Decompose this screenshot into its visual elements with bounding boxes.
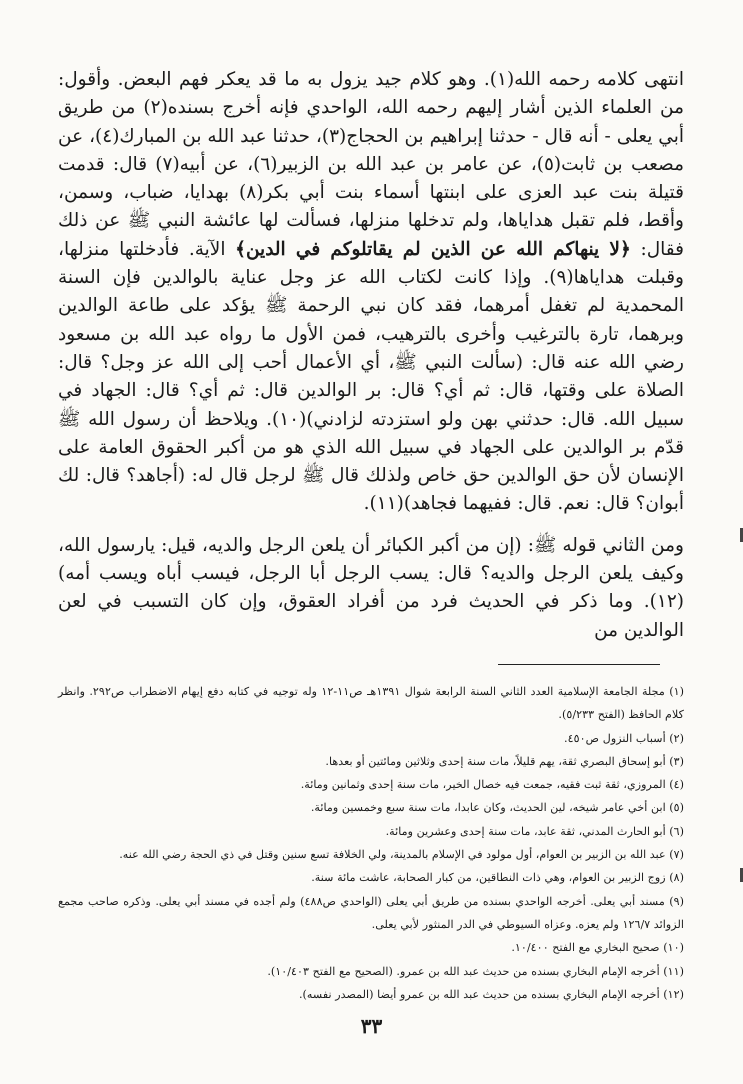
footnote: (٩) مسند أبي يعلى. أخرجه الواحدي بسنده من طريق أبي يعلى (الواحدي ص٤٨٨) ولم أجده في مسند أبي يعلى. وذكره صاحب مجمع الزوائد ١٢٦/٧ ولم يعزه. وعزاه السيوطي في الدر المنثور لأبي يعلى. (58, 894, 684, 931)
footnote: (١٢) أخرجه الإمام البخاري بسنده من حديث عبد الله بن عمرو أيضا (المصدر نفسه). (298, 987, 684, 1001)
paragraph-2: ومن الثاني قوله ﷺ: (إن من أكبر الكبائر أن يلعن الرجل والديه، قيل: يارسول الله، وكيف يلعن الرجل والديه؟ قال: يسب الرجل أبا الرجل، فيسب أباه ويسب أمه)(١٢). وما ذكر في الحديث فرد من أفراد العقوق، وإن كان التسبب في لعن الوالدين من (58, 534, 684, 641)
main-text (58, 66, 684, 645)
footnote: (٨) زوج الزبير بن العوام، وهي ذات النطاقين، من كبار الصحابة، عاشت مائة سنة. (311, 871, 684, 885)
footnote: (٢) أسباب النزول ص٤٥٠. (564, 731, 684, 745)
paragraph-1 (58, 66, 684, 519)
footnote-divider (498, 664, 660, 665)
footnote: (٥) ابن أخي عامر شيخه، لين الحديث، وكان عابدا، مات سنة سبع وخمسين ومائة. (310, 801, 684, 815)
footnote: (١) مجلة الجامعة الإسلامية العدد الثاني السنة الرابعة شوال ١٣٩١هـ ص١١-١٢ وله توجيه في كتابه دفع إيهام الاضطراب ص٢٩٢. وانظر كلام الحافظ (الفتح ٥/٢٣٣). (58, 685, 684, 722)
paragraph-1-continued: الآية. فأدخلتها منزلها، وقبلت هداياها(٩). وإذا كانت لكتاب الله عز وجل عناية بالوالدين فإن السنة المحمدية لم تغفل أمرهما، فقد كان نبي الرحمة ﷺ يؤكد على طاعة الوالدين وبرهما، تارة بالترغيب وأخرى بالترهيب، فمن الأول ما رواه عبد الله بن مسعود رضي الله عنه قال: (سألت النبي ﷺ، أي الأعمال أحب إلى الله عز وجل؟ قال: الصلاة على وقتها، قال: ثم أي؟ قال: بر الوالدين قال: ثم أي؟ قال: الجهاد في سبيل الله. قال: حدثني بهن ولو استزدته لزادني)(١٠). ويلاحظ أن رسول الله ﷺ قدّم بر الوالدين على الجهاد في سبيل الله الذي هو من أكبر الحقوق العامة على الإنسان لأن حق الوالدين حق خاص ولذلك قال ﷺ لرجل قال له: (أجاهد؟ قال: لك أبوان؟ قال: نعم. قال: ففيهما فجاهد)(١١). (58, 238, 684, 515)
footnote: (١١) أخرجه الإمام البخاري بسنده من حديث عبد الله بن عمرو. (الصحيح مع الفتح ١٠/٤٠٣). (267, 964, 684, 978)
footnotes (58, 680, 684, 1006)
footnote: (٣) أبو إسحاق البصري ثقة، يهم قليلاً، مات سنة إحدى وثلاثين ومائتين أو بعدها. (325, 754, 684, 768)
page-number: ٣٣ (360, 1014, 383, 1038)
paragraph-1-text: انتهى كلامه رحمه الله(١). وهو كلام جيد يزول به ما قد يعكر فهم البعض. وأقول: من العلماء الذين أشار إليهم رحمه الله، الواحدي فإنه أخرج بسنده(٢) من طريق أبي يعلى - أنه قال - حدثنا إبراهيم بن الحجاج(٣)، حدثنا عبد الله بن المبارك(٤)، عن مصعب بن ثابت(٥)، عن عامر بن عبد الله بن الزبير(٦)، عن أبيه(٧) قال: قدمت قتيلة بنت عبد العزى على ابنتها أسماء بنت أبي بكر(٨) بهدايا، ضباب، وسمن، وأقط، فلم تقبل هداياها، ولم تدخلها منزلها، فسألت لها عائشة النبي ﷺ عن ذلك فقال: (58, 69, 685, 260)
footnote: (٦) أبو الحارث المدني، ثقة عابد، مات سنة إحدى وعشرين ومائة. (385, 824, 684, 838)
footnote: (١٠) صحيح البخاري مع الفتح ١٠/٤٠٠. (511, 941, 684, 955)
footnote: (٤) المروزي، ثقة ثبت فقيه، جمعت فيه خصال الخير، مات سنة إحدى وثمانين ومائة. (300, 778, 684, 792)
quran-verse: ﴿لا ينهاكم الله عن الذين لم يقاتلوكم في الدين﴾ (235, 238, 631, 260)
footnote: (٧) عبد الله بن الزبير بن العوام، أول مولود في الإسلام بالمدينة، ولي الخلافة تسع سنين وقتل في ذي الحجة رضي الله عنه. (119, 848, 684, 862)
